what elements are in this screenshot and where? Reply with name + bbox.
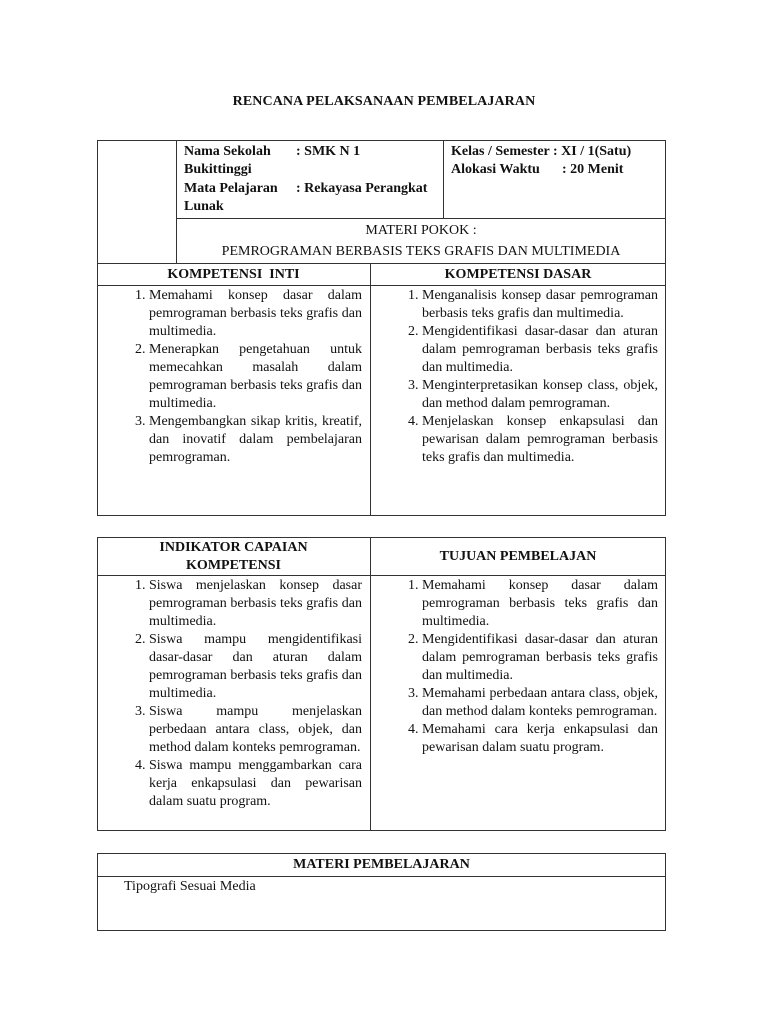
kompetensi-inti-list xyxy=(97,287,362,467)
list-item: 2. Mengidentifikasi dasar-dasar dan aturan dalam pemrograman berbasis teks grafis dan multimedia. xyxy=(422,323,658,377)
kompetensi-dasar-heading: KOMPETENSI DASAR xyxy=(444,267,592,282)
materi-pokok-value: PEMROGRAMAN BERBASIS TEKS GRAFIS DAN MULTIMEDIA xyxy=(221,244,621,259)
tujuan-heading: TUJUAN PEMBELAJAN xyxy=(439,549,597,564)
indikator-heading: INDIKATOR CAPAIAN KOMPETENSI xyxy=(159,540,308,573)
list-item: 3. Siswa mampu menjelaskan perbedaan antara class, objek, dan method dalam konteks pemrograman. xyxy=(149,703,362,757)
kompetensi-inti-heading: KOMPETENSI INTI xyxy=(167,267,300,282)
list-item: 4. Menjelaskan konsep enkapsulasi dan pewarisan dalam pemrograman berbasis teks grafis dan multimedia. xyxy=(422,413,658,467)
kompetensi-inti-list-cell xyxy=(97,287,370,467)
kompetensi-dasar-list xyxy=(370,287,658,467)
document-title: RENCANA PELAKSANAAN PEMBELAJARAN xyxy=(232,94,536,109)
tujuan-list-cell xyxy=(370,577,666,757)
list-item: 3. Menginterpretasikan konsep class, objek, dan method dalam pemrograman. xyxy=(422,377,658,413)
list-item: 2. Mengidentifikasi dasar-dasar dan aturan dalam pemrograman berbasis teks grafis dan multimedia. xyxy=(422,631,658,685)
class-semester: Kelas / Semester : XI / 1(Satu) xyxy=(451,144,632,159)
time-label: Alokasi Waktu xyxy=(451,162,540,177)
subject-value-cont: Lunak xyxy=(184,199,224,214)
list-item: 4. Siswa mampu menggambarkan cara kerja enkapsulasi dan pewarisan dalam suatu program. xyxy=(149,757,362,811)
kompetensi-dasar-list-cell xyxy=(370,287,666,467)
materi-pokok-label: MATERI POKOK : xyxy=(365,223,477,238)
indikator-list-cell xyxy=(97,577,370,811)
materi-content: Tipografi Sesuai Media xyxy=(124,879,256,894)
list-item: 1. Memahami konsep dasar dalam pemrograman berbasis teks grafis dan multimedia. xyxy=(422,577,658,631)
materi-heading: MATERI PEMBELAJARAN xyxy=(293,857,470,872)
time-value: : 20 Menit xyxy=(562,162,624,177)
school-label: Nama Sekolah xyxy=(184,144,271,159)
school-value-cont: Bukittinggi xyxy=(184,162,252,177)
list-item: 3. Mengembangkan sikap kritis, kreatif, dan inovatif dalam pembelajaran pemrograman. xyxy=(149,413,362,467)
list-item: 2. Siswa mampu mengidentifikasi dasar-dasar dan aturan dalam pemrograman berbasis teks grafis dan multimedia. xyxy=(149,631,362,703)
list-item: 1. Siswa menjelaskan konsep dasar pemrograman berbasis teks grafis dan multimedia. xyxy=(149,577,362,631)
school-value: : SMK N 1 xyxy=(296,144,361,159)
indikator-list xyxy=(97,577,362,811)
subject-value: : Rekayasa Perangkat xyxy=(296,181,428,196)
list-item: 1. Memahami konsep dasar dalam pemrograman berbasis teks grafis dan multimedia. xyxy=(149,287,362,341)
list-item: 3. Memahami perbedaan antara class, objek, dan method dalam konteks pemrograman. xyxy=(422,685,658,721)
list-item: 4. Memahami cara kerja enkapsulasi dan pewarisan dalam suatu program. xyxy=(422,721,658,757)
subject-label: Mata Pelajaran xyxy=(184,181,278,196)
list-item: 1. Menganalisis konsep dasar pemrograman berbasis teks grafis dan multimedia. xyxy=(422,287,658,323)
list-item: 2. Menerapkan pengetahuan untuk memecahkan masalah dalam pemrograman berbasis teks grafis dan multimedia. xyxy=(149,341,362,413)
tujuan-list xyxy=(370,577,658,757)
